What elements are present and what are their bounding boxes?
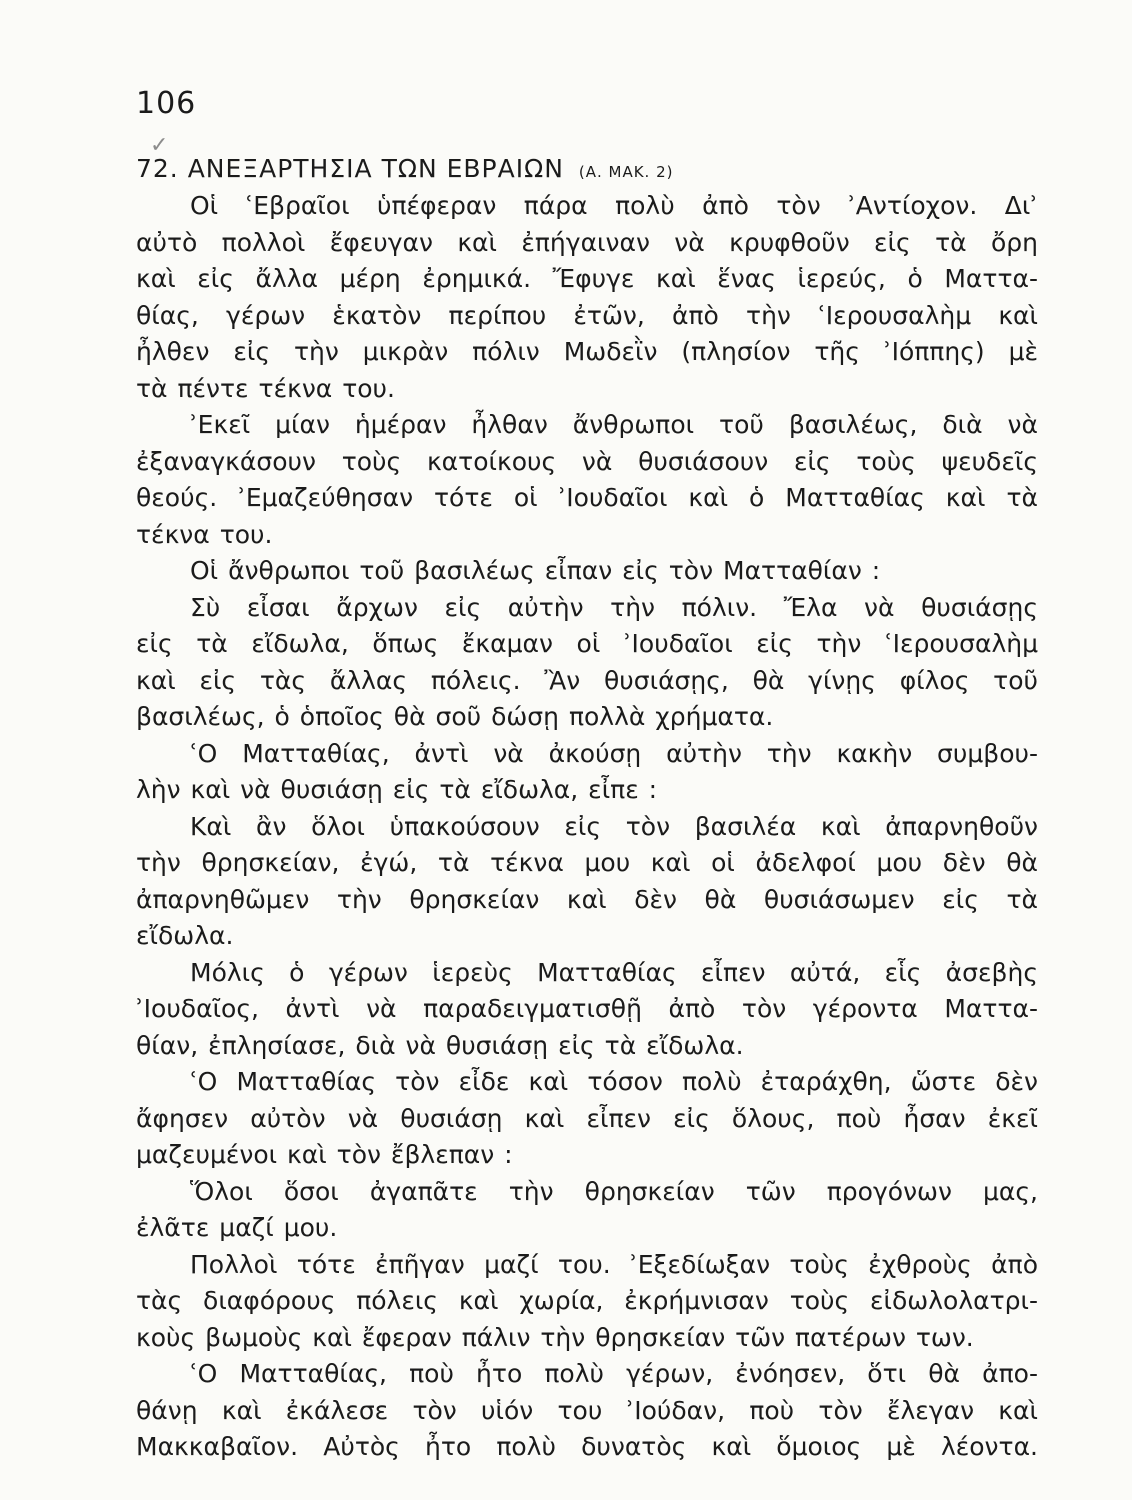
text-line: μαζευμένοι καὶ τὸν ἔβλεπαν :	[136, 1140, 513, 1169]
text-line: εἴδωλα.	[136, 921, 234, 950]
page-number: 106	[136, 86, 197, 121]
text-line: Οἱ ἄνθρωποι τοῦ βασιλέως εἶπαν εἰς τὸν Ματταθίαν :	[190, 556, 881, 585]
body-text	[136, 188, 1038, 1466]
text-line: ἐξαναγκάσουν τοὺς κατοίκους νὰ θυσιάσουν εἰς τοὺς ψευδεῖς	[136, 446, 1038, 476]
text-line: ἀπαρνηθῶμεν τὴν θρησκείαν καὶ δὲν θὰ θυσιάσωμεν εἰς τὰ	[136, 884, 1038, 914]
pencil-check-mark: ✓	[150, 133, 169, 158]
text-line: βασιλέως, ὁ ὁποῖος θὰ σοῦ δώσῃ πολλὰ χρήματα.	[136, 702, 774, 731]
text-line: Καὶ ἂν ὅλοι ὑπακούσουν εἰς τὸν βασιλέα καὶ ἀπαρνηθοῦν	[190, 811, 1038, 841]
text-line: εἰς τὰ εἴδωλα, ὅπως ἔκαμαν οἱ ʾΙουδαῖοι εἰς τὴν ʿΙερουσαλὴμ	[136, 629, 1038, 658]
text-line: καὶ εἰς τὰς ἄλλας πόλεις. Ἂν θυσιάσῃς, θὰ γίνῃς φίλος τοῦ	[136, 665, 1038, 695]
text-line: ἐλᾶτε μαζί μου.	[136, 1213, 338, 1242]
text-line: ἄφησεν αὐτὸν νὰ θυσιάσῃ καὶ εἶπεν εἰς ὅλους, ποὺ ἦσαν ἐκεῖ	[136, 1103, 1038, 1133]
text-line: Ὅλοι ὅσοι ἀγαπᾶτε τὴν θρησκείαν τῶν προγόνων μας,	[190, 1176, 1038, 1206]
chapter-title: 72. ΑΝΕΞΑΡΤΗΣΙΑ ΤΩΝ ΕΒΡΑΙΩΝ	[136, 154, 564, 183]
text-line: καὶ εἰς ἄλλα μέρη ἐρημικά. Ἔφυγε καὶ ἕνας ἱερεύς, ὁ Ματτα-	[136, 264, 1038, 293]
text-line: τὰ πέντε τέκνα του.	[136, 373, 395, 403]
text-line: λὴν καὶ νὰ θυσιάσῃ εἰς τὰ εἴδωλα, εἶπε :	[136, 775, 658, 804]
chapter-heading	[136, 154, 1036, 183]
text-line: ʾΕκεῖ μίαν ἡμέραν ἦλθαν ἄνθρωποι τοῦ βασιλέως, διὰ νὰ	[190, 410, 1038, 439]
text-line: ʿΟ Ματταθίας, ποὺ ἦτο πολὺ γέρων, ἐνόησεν, ὅτι θὰ ἀπο-	[190, 1359, 1038, 1388]
text-line: τέκνα του.	[136, 519, 273, 549]
text-line: θεούς. ʾΕμαζεύθησαν τότε οἱ ʾΙουδαῖοι καὶ ὁ Ματταθίας καὶ τὰ	[136, 483, 1038, 512]
text-line: θίας, γέρων ἑκατὸν περίπου ἐτῶν, ἀπὸ τὴν ʿΙερουσαλὴμ καὶ	[136, 300, 1038, 330]
text-line: τὰς διαφόρους πόλεις καὶ χωρία, ἐκρήμνισαν τοὺς εἰδωλολατρι-	[136, 1286, 1038, 1315]
text-line: Οἱ ʿΕβραῖοι ὑπέφεραν πάρα πολὺ ἀπὸ τὸν ʾΑντίοχον. Διʾ	[190, 191, 1038, 220]
text-line: αὐτὸ πολλοὶ ἔφευγαν καὶ ἐπήγαιναν νὰ κρυφθοῦν εἰς τὰ ὄρη	[136, 227, 1038, 257]
text-line: Μόλις ὁ γέρων ἱερεὺς Ματταθίας εἶπεν αὐτά, εἷς ἀσεβὴς	[190, 957, 1038, 987]
chapter-reference: (Α. ΜΑΚ. 2)	[578, 163, 674, 181]
text-line: θάνῃ καὶ ἐκάλεσε τὸν υἱόν του ʾΙούδαν, ποὺ τὸν ἔλεγαν καὶ	[136, 1395, 1038, 1425]
text-line: ʿΟ Ματταθίας τὸν εἶδε καὶ τόσον πολὺ ἐταράχθη, ὥστε δὲν	[190, 1067, 1038, 1096]
text-line: κοὺς βωμοὺς καὶ ἔφεραν πάλιν τὴν θρησκείαν τῶν πατέρων των.	[136, 1322, 974, 1352]
text-line: Πολλοὶ τότε ἐπῆγαν μαζί του. ʾΕξεδίωξαν τοὺς ἐχθροὺς ἀπὸ	[190, 1249, 1038, 1279]
text-line: τὴν θρησκείαν, ἐγώ, τὰ τέκνα μου καὶ οἱ ἀδελφοί μου δὲν θὰ	[136, 848, 1038, 877]
text-line: Μακκαβαῖον. Αὐτὸς ἦτο πολὺ δυνατὸς καὶ ὅμοιος μὲ λέοντα.	[136, 1432, 1038, 1461]
text-line: θίαν, ἐπλησίασε, διὰ νὰ θυσιάσῃ εἰς τὰ εἴδωλα.	[136, 1030, 744, 1060]
text-line: ʿΟ Ματταθίας, ἀντὶ νὰ ἀκούσῃ αὐτὴν τὴν κακὴν συμβου-	[190, 738, 1038, 768]
text-line: ἦλθεν εἰς τὴν μικρὰν πόλιν Μωδεῒν (πλησίον τῆς ʾΙόππης) μὲ	[136, 337, 1038, 366]
text-line: ʾΙουδαῖος, ἀντὶ νὰ παραδειγματισθῇ ἀπὸ τὸν γέροντα Ματτα-	[136, 994, 1038, 1023]
text-line: Σὺ εἶσαι ἄρχων εἰς αὐτὴν τὴν πόλιν. Ἔλα νὰ θυσιάσῃς	[190, 592, 1038, 622]
